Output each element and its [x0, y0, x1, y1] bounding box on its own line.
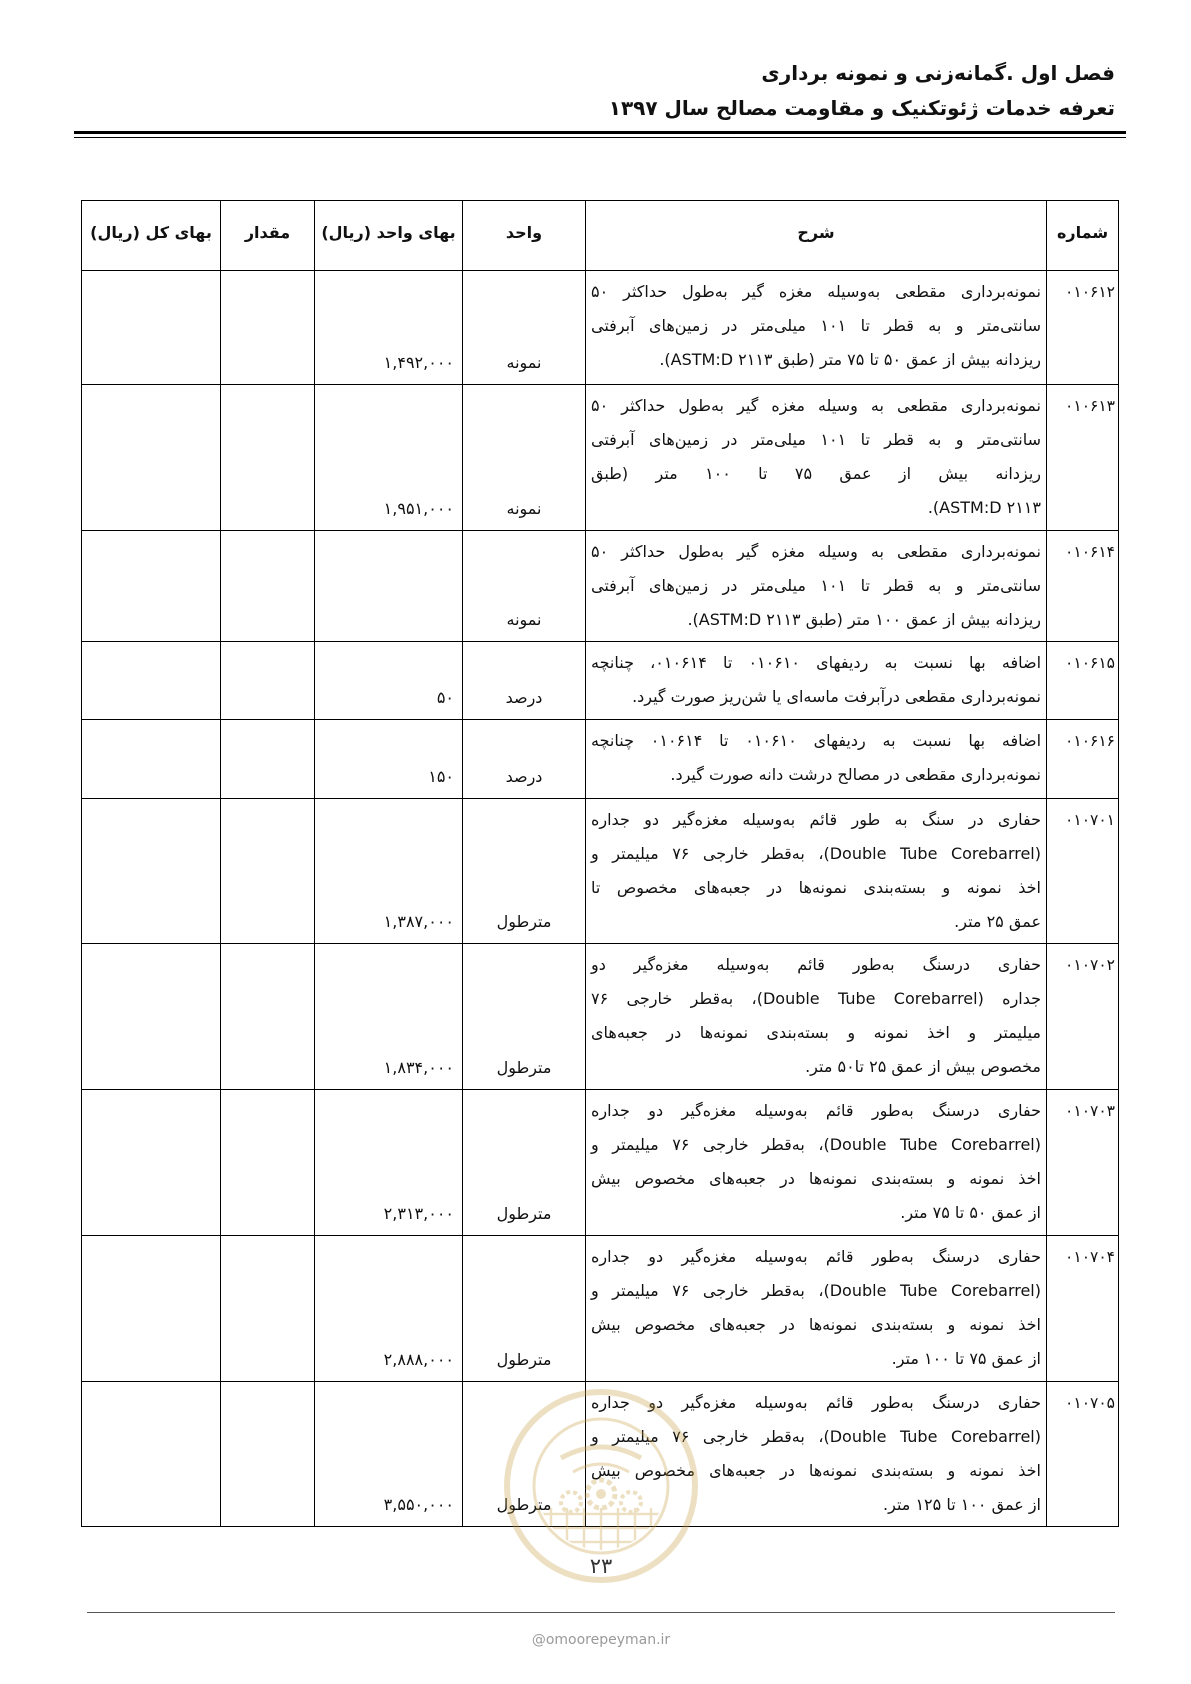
- row-quantity: [221, 1090, 315, 1236]
- row-unit: درصد: [463, 720, 586, 799]
- table-row: [82, 531, 1119, 642]
- row-unit-price: ۱,۴۹۲,۰۰۰: [315, 271, 463, 385]
- row-description: [586, 1382, 1047, 1527]
- col-header-code: شماره: [1047, 201, 1119, 271]
- row-quantity: [221, 642, 315, 720]
- row-quantity: [221, 944, 315, 1090]
- row-unit: مترطول: [463, 1236, 586, 1382]
- table-row: [82, 799, 1119, 944]
- row-description: [586, 944, 1047, 1090]
- table-row: [82, 385, 1119, 531]
- description-line: حفاری درسنگ به‌طور قائم به‌وسیله مغزه‌گیر دو جداره: [591, 1393, 1041, 1412]
- description-line: نمونه‌برداری مقطعی به وسیله مغزه گیر به‌طول حداکثر ۵۰: [591, 396, 1041, 415]
- row-unit: نمونه: [463, 531, 586, 642]
- table-header-row: [82, 201, 1119, 271]
- row-total: [82, 385, 221, 531]
- col-header-quantity: مقدار: [221, 201, 315, 271]
- row-unit-price: ۱,۳۸۷,۰۰۰: [315, 799, 463, 944]
- description-line: عمق ۲۵ متر.: [954, 912, 1041, 931]
- row-unit-price: ۲,۸۸۸,۰۰۰: [315, 1236, 463, 1382]
- description-line: نمونه‌برداری مقطعی درآبرفت ماسه‌ای یا شن‌ریز صورت گیرد.: [632, 687, 1041, 706]
- table-row: [82, 271, 1119, 385]
- row-code: ۰۱۰۶۱۴: [1047, 531, 1119, 642]
- description-line: از عمق ۷۵ تا ۱۰۰ متر.: [891, 1349, 1041, 1368]
- row-code: ۰۱۰۷۰۳: [1047, 1090, 1119, 1236]
- table-body: [82, 271, 1119, 1527]
- table-row: [82, 1090, 1119, 1236]
- row-code: ۰۱۰۷۰۲: [1047, 944, 1119, 1090]
- description-line: ریزدانه بیش از عمق ۵۰ تا ۷۵ متر (طبق ASTM:D ۲۱۱۳).: [659, 350, 1041, 369]
- row-description: [586, 385, 1047, 531]
- row-total: [82, 1382, 221, 1527]
- description-line: حفاری درسنگ به‌طور قائم به‌وسیله مغزه‌گیر دو جداره: [591, 1247, 1041, 1266]
- description-line: (Double Tube Corebarrel)، به‌قطر خارجی ۷۶ میلیمتر و: [591, 1427, 1041, 1446]
- description-line: میلیمتر و اخذ نمونه و بسته‌بندی نمونه‌ها در جعبه‌های: [591, 1023, 1041, 1042]
- row-code: ۰۱۰۶۱۶: [1047, 720, 1119, 799]
- row-description: [586, 1090, 1047, 1236]
- table-row: [82, 720, 1119, 799]
- row-unit-price: ۱۵۰: [315, 720, 463, 799]
- description-line: اضافه بها نسبت به ردیفهای ۰۱۰۶۱۰ تا ۰۱۰۶۱۴، چنانچه: [591, 653, 1042, 672]
- row-code: ۰۱۰۶۱۲: [1047, 271, 1119, 385]
- row-code: ۰۱۰۷۰۱: [1047, 799, 1119, 944]
- header-rule-thick: [74, 131, 1126, 134]
- col-header-description: شرح: [586, 201, 1047, 271]
- description-line: نمونه‌برداری مقطعی به‌وسیله مغزه گیر به‌طول حداکثر ۵۰: [591, 282, 1041, 301]
- col-header-total: بهای کل (ریال): [82, 201, 221, 271]
- row-total: [82, 642, 221, 720]
- row-total: [82, 271, 221, 385]
- description-line: ریزدانه بیش از عمق ۷۵ تا ۱۰۰ متر (طبق: [591, 464, 1042, 483]
- row-quantity: [221, 1236, 315, 1382]
- row-total: [82, 531, 221, 642]
- description-line: اخذ نمونه و بسته‌بندی نمونه‌ها در جعبه‌های مخصوص بیش: [591, 1315, 1041, 1334]
- description-line: سانتی‌متر و به قطر تا ۱۰۱ میلی‌متر در زمین‌های آبرفتی: [591, 316, 1041, 335]
- table-row: [82, 944, 1119, 1090]
- document-title: تعرفه خدمات ژئوتکنیک و مقاومت مصالح سال ۱۳۹۷: [608, 96, 1115, 120]
- row-quantity: [221, 531, 315, 642]
- footer-site-text: @omoorepeyman.ir: [531, 1632, 671, 1648]
- chapter-title: فصل اول .گمانه‌زنی و نمونه برداری: [761, 61, 1115, 85]
- row-unit: مترطول: [463, 1382, 586, 1527]
- description-line: ریزدانه بیش از عمق ۱۰۰ متر (طبق ASTM:D ۲۱۱۳).: [687, 610, 1041, 629]
- row-unit: مترطول: [463, 944, 586, 1090]
- description-line: اخذ نمونه و بسته‌بندی نمونه‌ها در جعبه‌های مخصوص تا: [591, 878, 1041, 897]
- table-row: [82, 642, 1119, 720]
- description-line: اضافه بها نسبت به ردیفهای ۰۱۰۶۱۰ تا ۰۱۰۶۱۴ چنانچه: [591, 731, 1042, 750]
- table-row: [82, 1382, 1119, 1527]
- row-code: ۰۱۰۶۱۵: [1047, 642, 1119, 720]
- row-unit-price: ۱,۹۵۱,۰۰۰: [315, 385, 463, 531]
- col-header-unit-price: بهای واحد (ریال): [315, 201, 463, 271]
- row-quantity: [221, 799, 315, 944]
- row-unit: مترطول: [463, 799, 586, 944]
- row-unit-price: ۳,۵۵۰,۰۰۰: [315, 1382, 463, 1527]
- row-unit-price: ۵۰: [315, 642, 463, 720]
- description-line: سانتی‌متر و به قطر تا ۱۰۱ میلی‌متر در زمین‌های آبرفتی: [591, 430, 1041, 449]
- row-description: [586, 642, 1047, 720]
- table-row: [82, 1236, 1119, 1382]
- col-header-unit: واحد: [463, 201, 586, 271]
- description-line: جداره (Double Tube Corebarrel)، به‌قطر خارجی ۷۶: [591, 989, 1042, 1008]
- row-quantity: [221, 385, 315, 531]
- description-line: نمونه‌برداری مقطعی در مصالح درشت دانه صورت گیرد.: [670, 765, 1041, 784]
- row-unit: درصد: [463, 642, 586, 720]
- row-code: ۰۱۰۷۰۵: [1047, 1382, 1119, 1527]
- row-description: [586, 271, 1047, 385]
- description-line: (Double Tube Corebarrel)، به‌قطر خارجی ۷۶ میلیمتر و: [591, 844, 1041, 863]
- row-quantity: [221, 271, 315, 385]
- row-unit: مترطول: [463, 1090, 586, 1236]
- row-total: [82, 799, 221, 944]
- row-unit-price: ۲,۳۱۳,۰۰۰: [315, 1090, 463, 1236]
- row-total: [82, 944, 221, 1090]
- row-unit-price: [315, 531, 463, 642]
- row-code: ۰۱۰۶۱۳: [1047, 385, 1119, 531]
- row-total: [82, 1090, 221, 1236]
- row-description: [586, 1236, 1047, 1382]
- description-line: (Double Tube Corebarrel)، به‌قطر خارجی ۷۶ میلیمتر و: [591, 1135, 1041, 1154]
- row-total: [82, 720, 221, 799]
- page-number: ۲۳: [589, 1554, 613, 1578]
- row-total: [82, 1236, 221, 1382]
- description-line: ASTM:D ۲۱۱۳).: [927, 498, 1041, 517]
- description-line: از عمق ۱۰۰ تا ۱۲۵ متر.: [883, 1495, 1041, 1514]
- description-line: اخذ نمونه و بسته‌بندی نمونه‌ها در جعبه‌های مخصوص بیش: [591, 1461, 1041, 1480]
- description-line: نمونه‌برداری مقطعی به وسیله مغزه گیر به‌طول حداکثر ۵۰: [591, 542, 1041, 561]
- description-line: (Double Tube Corebarrel)، به‌قطر خارجی ۷۶ میلیمتر و: [591, 1281, 1041, 1300]
- description-line: حفاری درسنگ به‌طور قائم به‌وسیله مغزه‌گیر دو جداره: [591, 1101, 1041, 1120]
- row-quantity: [221, 1382, 315, 1527]
- row-description: [586, 531, 1047, 642]
- row-unit: نمونه: [463, 385, 586, 531]
- description-line: حفاری در سنگ به طور قائم به‌وسیله مغزه‌گیر دو جداره: [591, 810, 1041, 829]
- row-unit: نمونه: [463, 271, 586, 385]
- row-description: [586, 799, 1047, 944]
- row-code: ۰۱۰۷۰۴: [1047, 1236, 1119, 1382]
- header-rule-thin: [74, 137, 1126, 138]
- row-quantity: [221, 720, 315, 799]
- description-line: از عمق ۵۰ تا ۷۵ متر.: [900, 1203, 1041, 1222]
- row-description: [586, 720, 1047, 799]
- footer-rule: [87, 1612, 1115, 1613]
- row-unit-price: ۱,۸۳۴,۰۰۰: [315, 944, 463, 1090]
- description-line: مخصوص بیش از عمق ۲۵ تا۵۰ متر.: [805, 1057, 1041, 1076]
- tariff-table: [81, 200, 1119, 1527]
- description-line: حفاری درسنگ به‌طور قائم به‌وسیله مغزه‌گیر دو: [591, 955, 1041, 974]
- description-line: سانتی‌متر و به قطر تا ۱۰۱ میلی‌متر در زمین‌های آبرفتی: [591, 576, 1041, 595]
- description-line: اخذ نمونه و بسته‌بندی نمونه‌ها در جعبه‌های مخصوص بیش: [591, 1169, 1041, 1188]
